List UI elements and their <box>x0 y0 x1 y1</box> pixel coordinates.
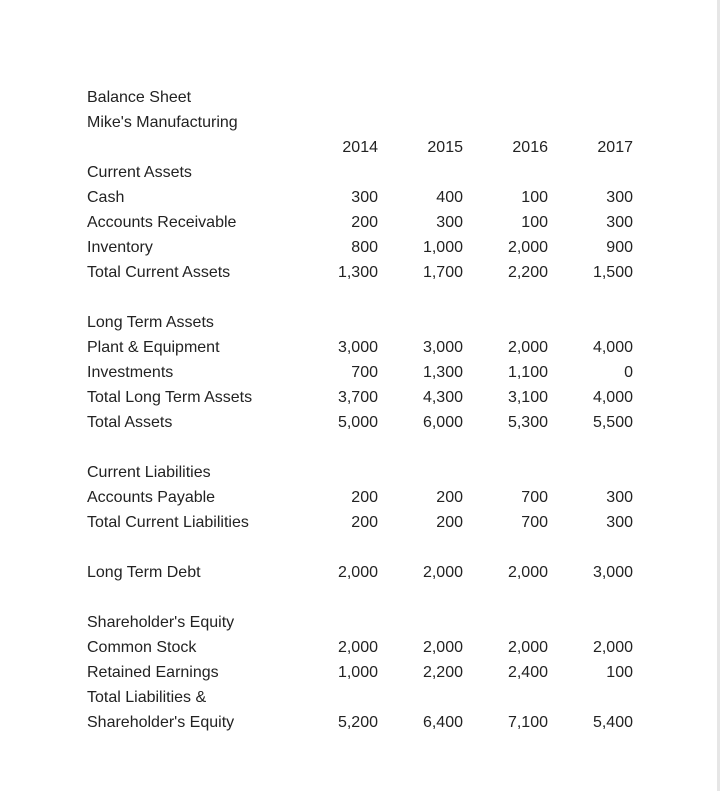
cell-value: 300 <box>606 489 633 506</box>
row-label: Total Assets <box>87 414 173 431</box>
balance-sheet <box>87 85 647 735</box>
table-row <box>87 385 647 410</box>
cell-value: 4,000 <box>592 339 633 356</box>
cell-value: 2,200 <box>422 664 463 681</box>
cell-value: 1,000 <box>337 664 378 681</box>
cell-value: 300 <box>606 189 633 206</box>
row-label: Total Long Term Assets <box>87 389 253 406</box>
cell-value: 7,100 <box>507 714 548 731</box>
cell-value: 300 <box>351 189 378 206</box>
cell-value: 200 <box>351 489 378 506</box>
cell-value: 2,000 <box>422 639 463 656</box>
cell-value: 200 <box>351 514 378 531</box>
row-label: Total Current Liabilities <box>87 514 249 531</box>
row-label: Inventory <box>87 239 153 256</box>
row-label: Cash <box>87 189 125 206</box>
cell-value: 400 <box>436 189 463 206</box>
cell-value: 300 <box>606 214 633 231</box>
cell-value: 700 <box>521 489 548 506</box>
table-row <box>87 335 647 360</box>
cell-value: 2,000 <box>337 639 378 656</box>
table-row <box>87 660 647 685</box>
table-row <box>87 185 647 210</box>
table-row <box>87 235 647 260</box>
spacer <box>87 435 647 460</box>
table-row <box>87 560 647 585</box>
cell-value: 1,700 <box>422 264 463 281</box>
cell-value: 2,200 <box>507 264 548 281</box>
table-row <box>87 510 647 535</box>
cell-value: 2,000 <box>337 564 378 581</box>
row-label: Investments <box>87 364 174 381</box>
cell-value: 1,300 <box>422 364 463 381</box>
cell-value: 2,000 <box>422 564 463 581</box>
table-row <box>87 710 647 735</box>
cell-value: 800 <box>351 239 378 256</box>
cell-value: 700 <box>521 514 548 531</box>
company-name: Mike's Manufacturing <box>87 114 238 131</box>
cell-value: 6,000 <box>422 414 463 431</box>
year-header: 2016 <box>512 139 548 156</box>
cell-value: 4,300 <box>422 389 463 406</box>
company-name-line <box>87 110 647 135</box>
cell-value: 300 <box>436 214 463 231</box>
cell-value: 1,000 <box>422 239 463 256</box>
cell-value: 1,500 <box>592 264 633 281</box>
cell-value: 6,400 <box>422 714 463 731</box>
table-row <box>87 260 647 285</box>
total-label-line1: Total Liabilities & <box>87 689 207 706</box>
table-row <box>87 410 647 435</box>
cell-value: 5,200 <box>337 714 378 731</box>
cell-value: 5,500 <box>592 414 633 431</box>
year-header: 2015 <box>427 139 463 156</box>
year-header: 2017 <box>597 139 633 156</box>
cell-value: 200 <box>351 214 378 231</box>
cell-value: 1,300 <box>337 264 378 281</box>
row-label: Accounts Payable <box>87 489 216 506</box>
sheet-title: Balance Sheet <box>87 89 192 106</box>
year-header-row <box>87 135 647 160</box>
section-heading-equity: Shareholder's Equity <box>87 614 235 631</box>
cell-value: 100 <box>521 214 548 231</box>
section-heading-current-liabilities: Current Liabilities <box>87 464 211 481</box>
year-header: 2014 <box>342 139 378 156</box>
cell-value: 3,000 <box>592 564 633 581</box>
cell-value: 200 <box>436 514 463 531</box>
cell-value: 5,300 <box>507 414 548 431</box>
section-heading-current-assets: Current Assets <box>87 164 192 181</box>
cell-value: 2,000 <box>507 239 548 256</box>
table-row <box>87 210 647 235</box>
cell-value: 700 <box>351 364 378 381</box>
cell-value: 2,000 <box>507 339 548 356</box>
row-label: Common Stock <box>87 639 197 656</box>
row-label: Retained Earnings <box>87 664 219 681</box>
row-label: Plant & Equipment <box>87 339 220 356</box>
table-row <box>87 635 647 660</box>
section-heading-row <box>87 460 647 485</box>
cell-value: 2,400 <box>507 664 548 681</box>
total-label-line2: Shareholder's Equity <box>87 714 235 731</box>
cell-value: 3,100 <box>507 389 548 406</box>
cell-value: 5,000 <box>337 414 378 431</box>
cell-value: 900 <box>606 239 633 256</box>
cell-value: 100 <box>521 189 548 206</box>
cell-value: 3,700 <box>337 389 378 406</box>
spacer <box>87 585 647 610</box>
cell-value: 1,100 <box>507 364 548 381</box>
cell-value: 4,000 <box>592 389 633 406</box>
cell-value: 2,000 <box>507 564 548 581</box>
table-row <box>87 360 647 385</box>
cell-value: 200 <box>436 489 463 506</box>
row-label-long-term-debt: Long Term Debt <box>87 564 201 581</box>
section-heading-row <box>87 310 647 335</box>
section-heading-row <box>87 160 647 185</box>
row-label: Accounts Receivable <box>87 214 237 231</box>
section-heading-long-term-assets: Long Term Assets <box>87 314 214 331</box>
cell-value: 100 <box>606 664 633 681</box>
sheet-title-line <box>87 85 647 110</box>
section-heading-row <box>87 610 647 635</box>
cell-value: 2,000 <box>507 639 548 656</box>
cell-value: 5,400 <box>592 714 633 731</box>
total-label-row <box>87 685 647 710</box>
table-row <box>87 485 647 510</box>
row-label: Total Current Assets <box>87 264 231 281</box>
cell-value: 0 <box>624 364 633 381</box>
spacer <box>87 285 647 310</box>
cell-value: 3,000 <box>337 339 378 356</box>
cell-value: 3,000 <box>422 339 463 356</box>
spacer <box>87 535 647 560</box>
cell-value: 300 <box>606 514 633 531</box>
cell-value: 2,000 <box>592 639 633 656</box>
